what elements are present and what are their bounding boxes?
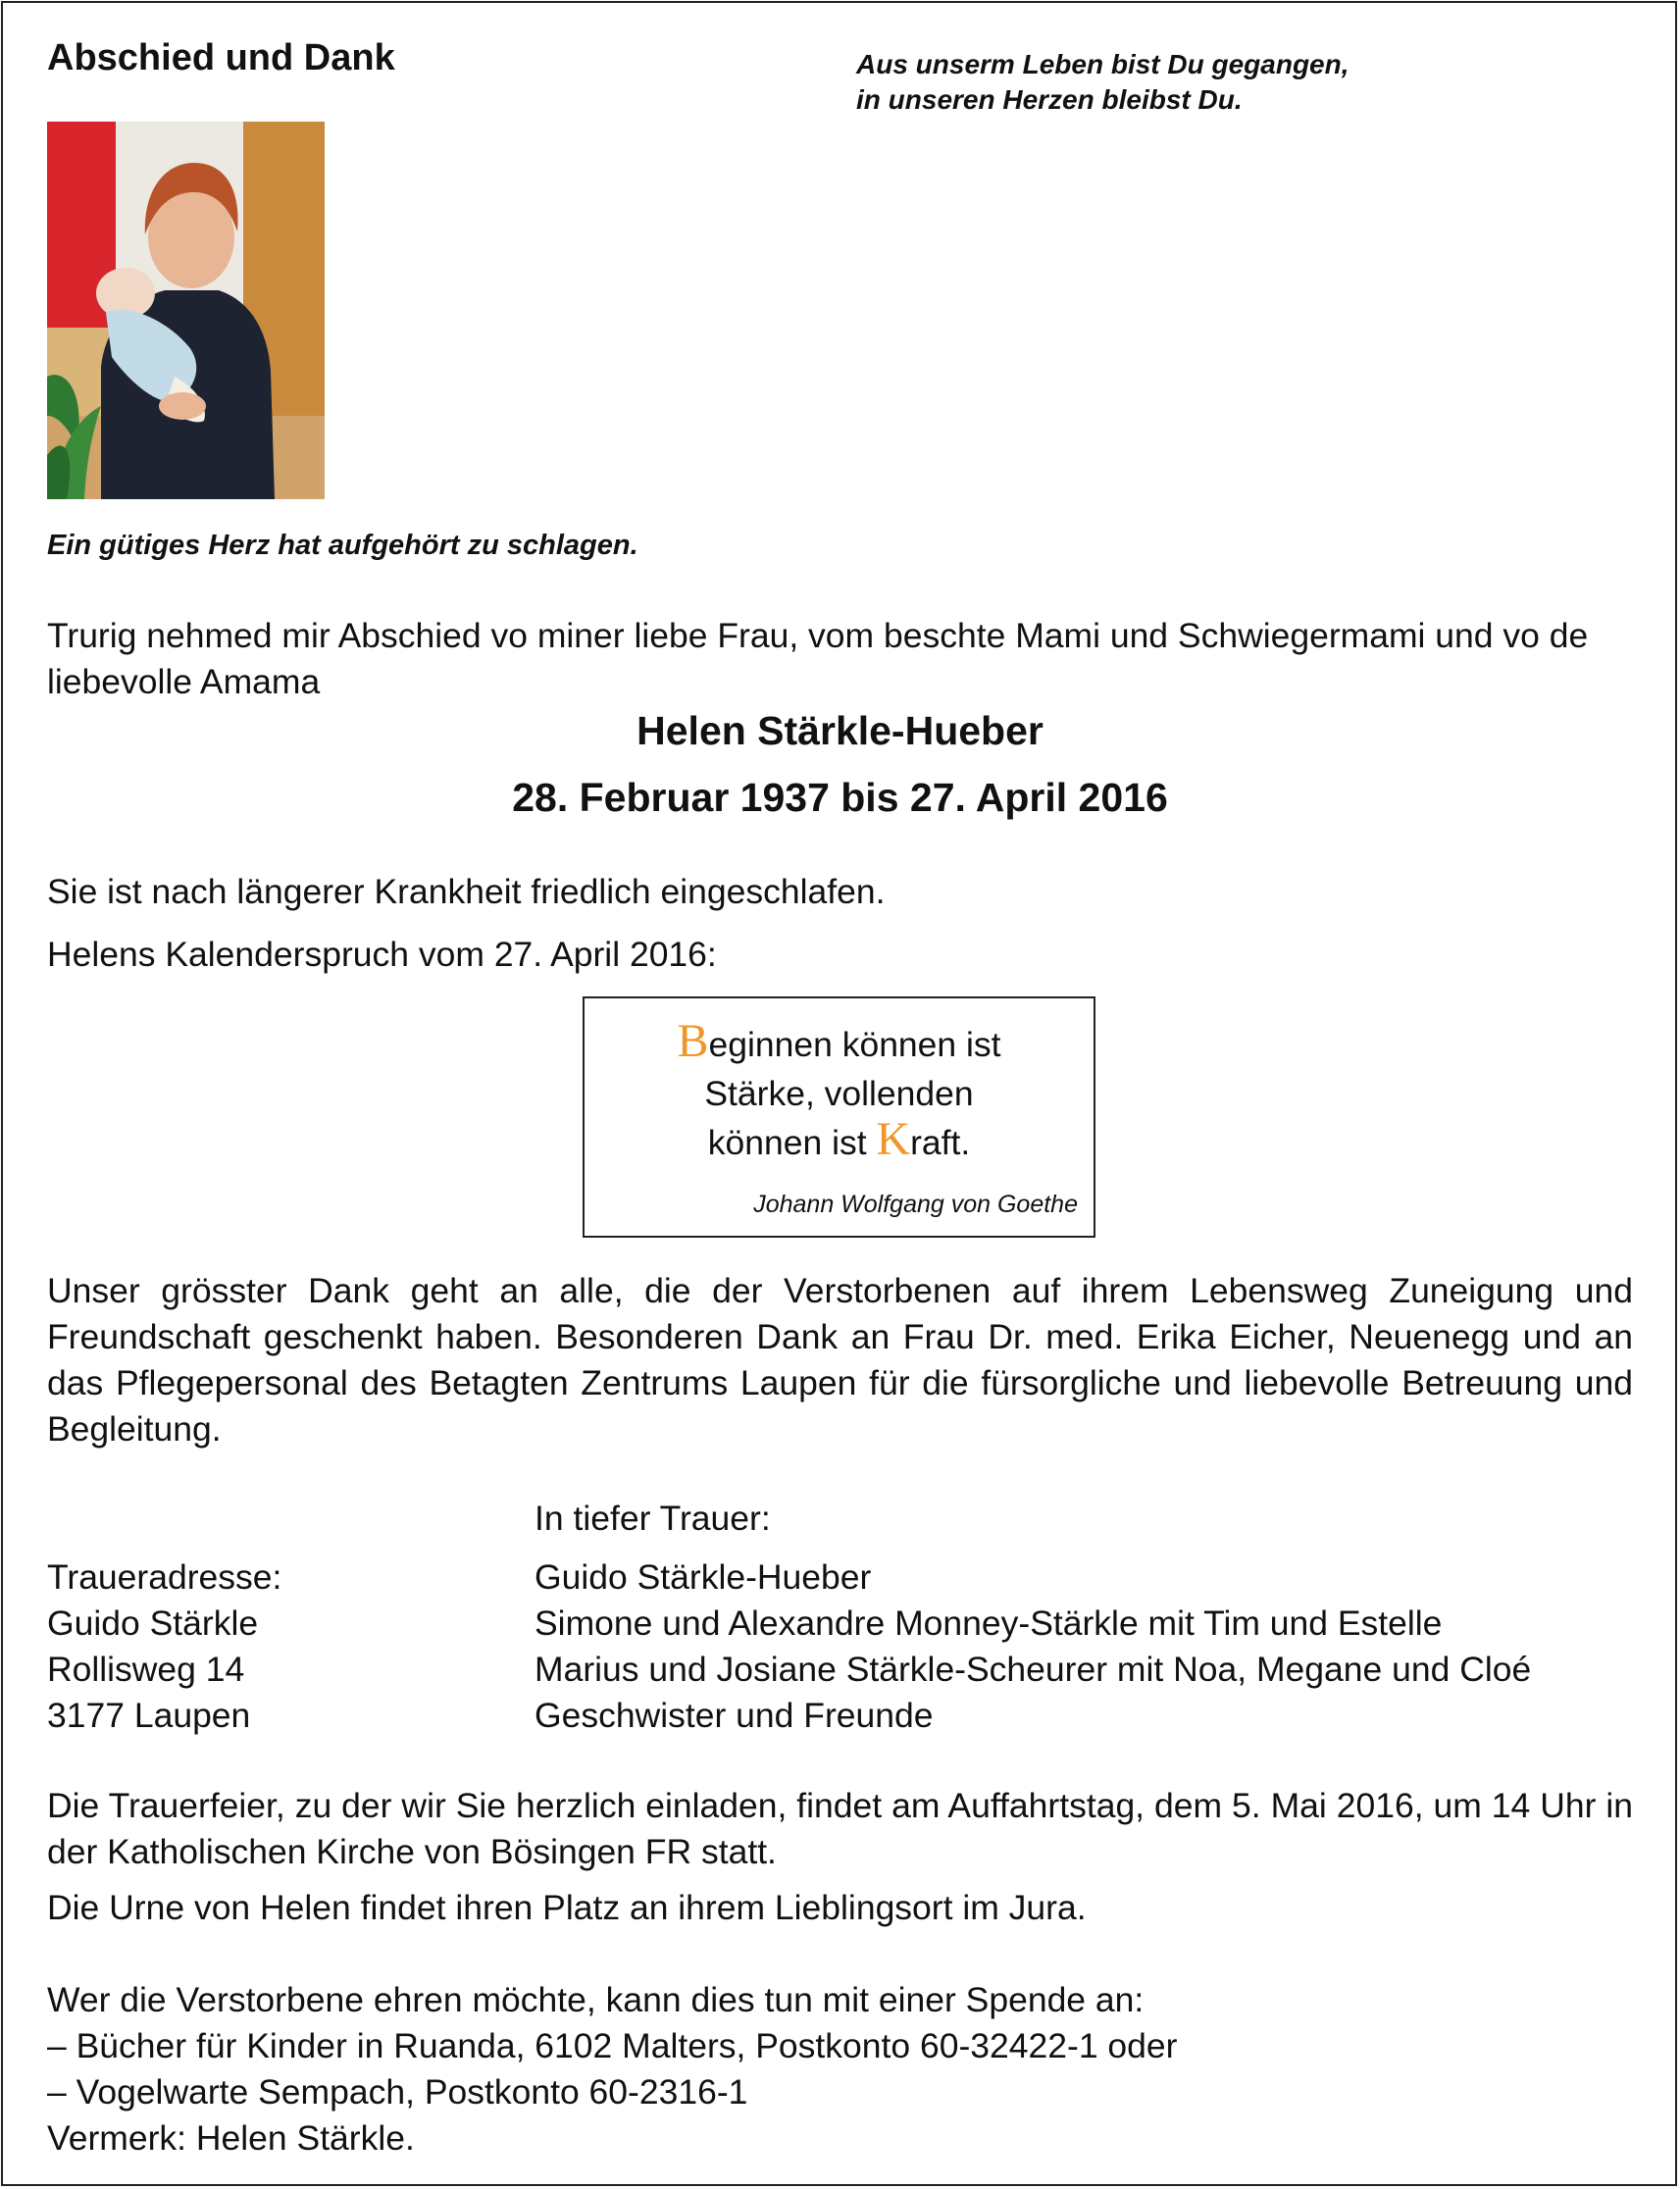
address-label: Traueradresse: (47, 1557, 282, 1597)
quote-author: Johann Wolfgang von Goethe (753, 1191, 1078, 1218)
thanks-text: Unser grösster Dank geht an alle, die der Verstorbenen auf ihrem Lebensweg Zuneigung und Freundschaft geschenkt haben. Besonderen Dank an Frau Dr. med. Erika Eicher, Neuenegg und an das Pflegepersonal des Betagten Zentrums Laupen für die fürsorgliche und liebevolle Betreuung und Begleitung. (47, 1271, 1633, 1449)
calendar-intro: Helens Kalenderspruch vom 27. April 2016: (47, 935, 717, 974)
mourner-entry: Marius und Josiane Stärkle-Scheurer mit Noa, Megane und Cloé (535, 1650, 1532, 1689)
mourner-entry: Simone und Alexandre Monney-Stärkle mit Tim und Estelle (535, 1604, 1443, 1643)
mourners-list (535, 1554, 1531, 1739)
quote-line-3-rest: raft. (910, 1123, 971, 1162)
donation-item: – Vogelwarte Sempach, Postkonto 60-2316-1 (47, 2072, 748, 2112)
mourner-entry: Geschwister und Freunde (535, 1696, 934, 1735)
address-street: Rollisweg 14 (47, 1650, 245, 1689)
urn-text: Die Urne von Helen findet ihren Platz an ihrem Lieblingsort im Jura. (47, 1888, 1087, 1927)
quote-line-2: Stärke, vollenden (704, 1074, 974, 1113)
quote-line-1 (585, 1015, 1094, 1069)
deceased-name: Helen Stärkle-Hueber (636, 708, 1044, 753)
calendar-quote (585, 1015, 1094, 1167)
mourning-label: In tiefer Trauer: (535, 1499, 771, 1538)
tagline: Ein gütiges Herz hat aufgehört zu schlagen. (47, 530, 638, 561)
portrait-photo (47, 122, 325, 499)
donation-item: – Bücher für Kinder in Ruanda, 6102 Malters, Postkonto 60-32422-1 oder (47, 2026, 1178, 2065)
mourner-entry: Guido Stärkle-Hueber (535, 1557, 872, 1597)
donation-note: Vermerk: Helen Stärkle. (47, 2118, 415, 2158)
donations-intro: Wer die Verstorbene ehren möchte, kann dies tun mit einer Spende an: (47, 1980, 1145, 2019)
address-name: Guido Stärkle (47, 1604, 259, 1643)
deceased-dates: 28. Februar 1937 bis 27. April 2016 (512, 775, 1168, 820)
mourning-address (47, 1554, 281, 1739)
address-city: 3177 Laupen (47, 1696, 251, 1735)
motto-quote (856, 47, 1349, 118)
quote-line-1-rest: eginnen können ist (708, 1025, 1001, 1064)
sleep-text: Sie ist nach längerer Krankheit friedlich eingeschlafen. (47, 872, 886, 911)
quote-line-3-start: können ist (707, 1123, 877, 1162)
notice-heading: Abschied und Dank (47, 37, 395, 78)
funeral-text: Die Trauerfeier, zu der wir Sie herzlich einladen, findet am Auffahrtstag, dem 5. Mai 2016, um 14 Uhr in der Katholischen Kirche von Bösingen FR statt. (47, 1786, 1633, 1871)
motto-line-1: Aus unserm Leben bist Du gegangen, (856, 49, 1349, 79)
quote-initial-k: K (876, 1113, 911, 1165)
quote-initial-b: B (677, 1015, 709, 1067)
donations-section (47, 1977, 1178, 2162)
intro-text: Trurig nehmed mir Abschied vo miner liebe Frau, vom beschte Mami und Schwiegermami und vo de liebevolle Amama (47, 616, 1589, 701)
quote-line-3 (585, 1113, 1094, 1167)
motto-line-2: in unseren Herzen bleibst Du. (856, 84, 1243, 115)
calendar-quote-box (583, 996, 1095, 1238)
